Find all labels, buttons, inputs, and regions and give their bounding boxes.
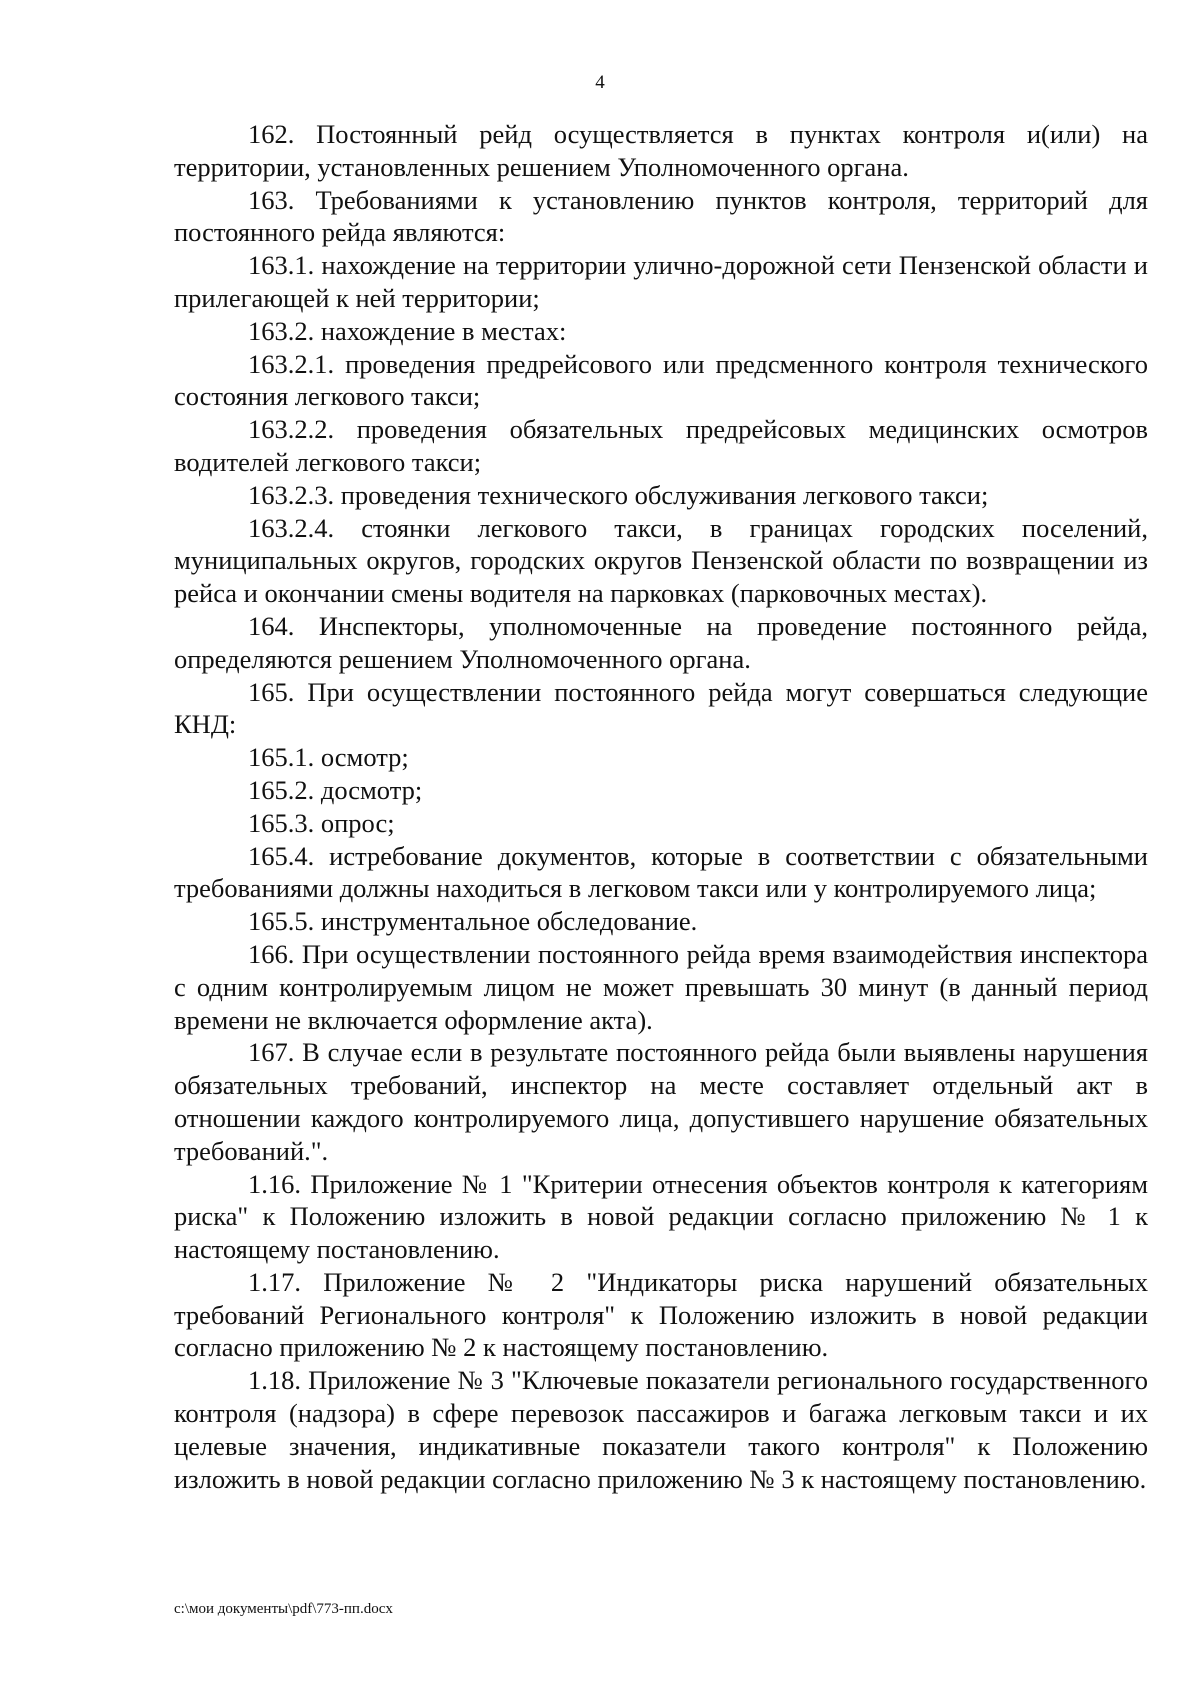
- page-number: 4: [595, 72, 605, 93]
- paragraph-165-4: 165.4. истребование документов, которые в соответствии с обязательными требованиями должны находиться в легковом такси или у контролируемого лица;: [174, 840, 1148, 904]
- paragraph-165-5: 165.5. инструментальное обследование.: [248, 906, 698, 937]
- paragraph-162: 162. Постоянный рейд осуществляется в пунктах контроля и(или) на территории, установленных решением Уполномоченного органа.: [174, 119, 1148, 182]
- paragraph-166: 166. При осуществлении постоянного рейда время взаимодействия инспектора с одним контролируемым лицом не может превышать 30 минут (в данный период времени не включается оформление акта).: [174, 938, 1148, 1035]
- paragraph-163: 163. Требованиями к установлению пунктов контроля, территорий для постоянного рейда являются:: [174, 184, 1148, 248]
- paragraph-163-2-3: 163.2.3. проведения технического обслуживания легкового такси;: [248, 479, 989, 510]
- paragraph-164: 164. Инспекторы, уполномоченные на проведение постоянного рейда, определяются решением Уполномоченного органа.: [174, 610, 1148, 674]
- paragraph-163-1: 163.1. нахождение на территории улично-дорожной сети Пензенской области и прилегающей к ней территории;: [174, 250, 1148, 313]
- paragraph-167: 167. В случае если в результате постоянного рейда были выявлены нарушения обязательных требований, инспектор на месте составляет отдельный акт в отношении каждого контролируемого лица, допустившего нарушение обязательных требований.".: [174, 1037, 1148, 1166]
- paragraph-1-18: 1.18. Приложение № 3 "Ключевые показатели регионального государственного контроля (надзора) в сфере перевозок пассажиров и багажа легковым такси и их целевые значения, индикативные показатели такого контроля" к Положению изложить в новой редакции согласно приложению № 3 к настоящему постановлению.: [174, 1365, 1148, 1494]
- paragraph-163-2-1: 163.2.1. проведения предрейсового или предсменного контроля технического состояния легкового такси;: [174, 348, 1148, 412]
- paragraph-163-2-2: 163.2.2. проведения обязательных предрейсовых медицинских осмотров водителей легкового такси;: [174, 414, 1148, 477]
- paragraph-165: 165. При осуществлении постоянного рейда могут совершаться следующие КНД:: [174, 676, 1148, 740]
- paragraph-1-17: 1.17. Приложение № 2 "Индикаторы риска нарушений обязательных требований Регионального контроля" к Положению изложить в новой редакции согласно приложению № 2 к настоящему постановлению.: [174, 1266, 1148, 1363]
- paragraph-165-1: 165.1. осмотр;: [248, 742, 409, 773]
- footer-file-path: c:\мои документы\pdf\773-пп.docx: [174, 1601, 393, 1617]
- paragraph-165-3: 165.3. опрос;: [248, 807, 395, 838]
- paragraph-1-16: 1.16. Приложение № 1 "Критерии отнесения объектов контроля к категориям риска" к Положению изложить в новой редакции согласно приложению № 1 к настоящему постановлению.: [174, 1168, 1148, 1265]
- paragraph-165-2: 165.2. досмотр;: [248, 774, 423, 805]
- paragraph-163-2-4: 163.2.4. стоянки легкового такси, в границах городских поселений, муниципальных округов, городских округов Пензенской области по возвращении из рейса и окончании смены водителя на парковках (парковочных местах).: [174, 512, 1148, 609]
- document-body: [174, 118, 1148, 1495]
- paragraph-163-2: 163.2. нахождение в местах:: [248, 315, 567, 346]
